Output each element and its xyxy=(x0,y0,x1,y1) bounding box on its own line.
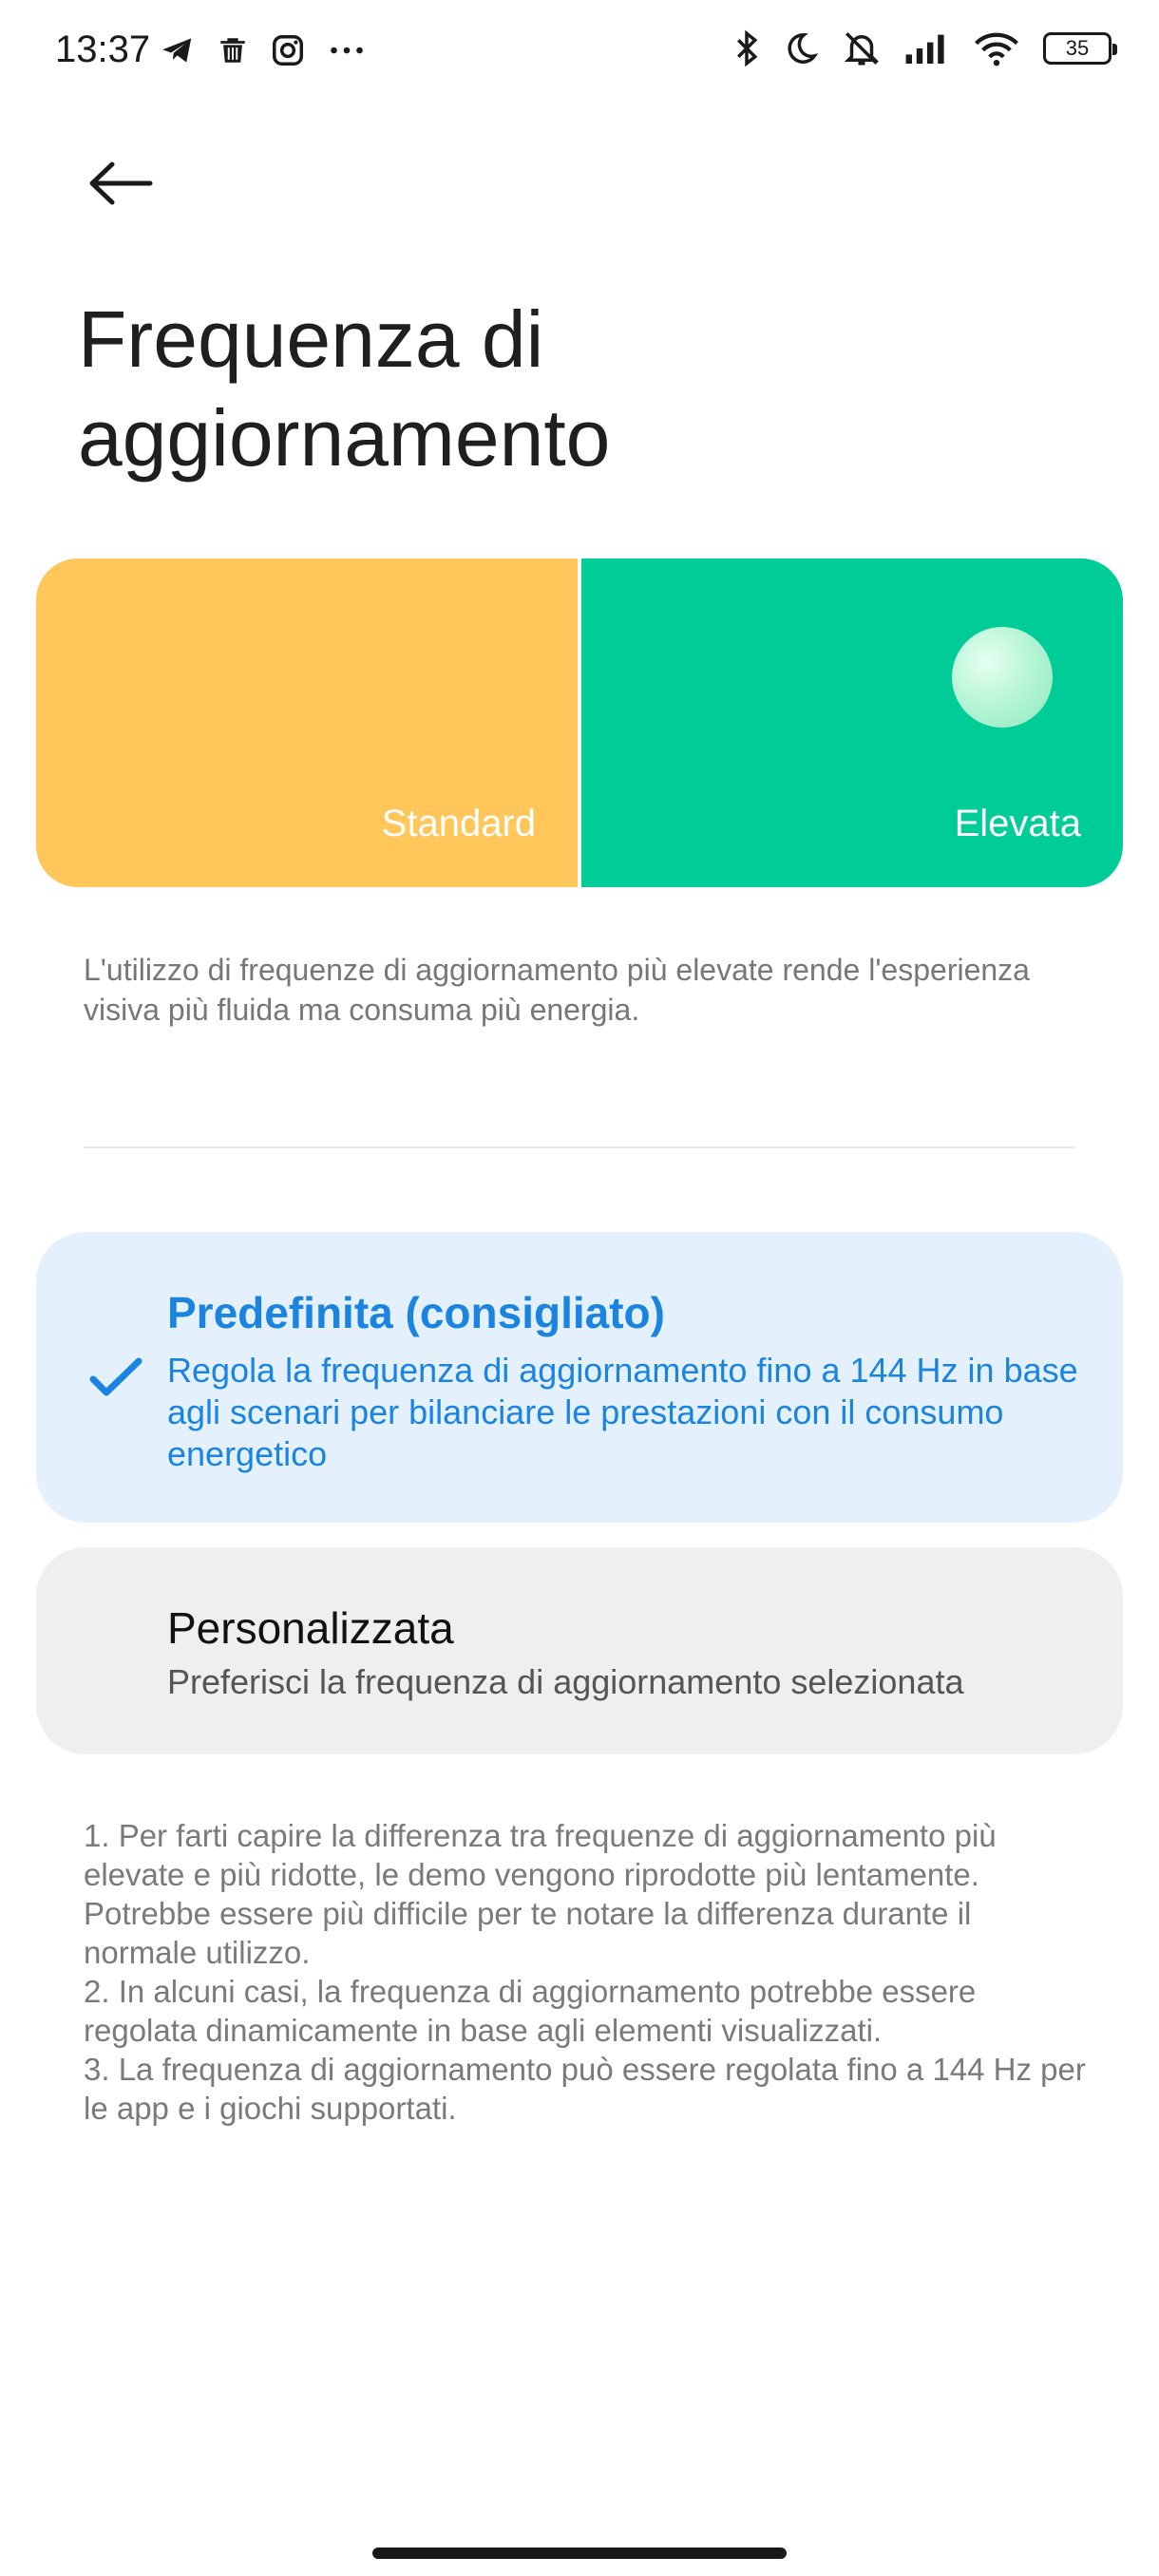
preview-standard xyxy=(36,559,578,887)
notification-icons xyxy=(160,32,367,68)
status-bar xyxy=(0,0,1159,104)
footnote-1: 1. Per farti capire la differenza tra frequenze di aggiornamento più elevate e più ridotte, le demo vengono riprodotte più lentamente. Potrebbe essere più difficile per te notare la differenza durante il normale utilizzo. xyxy=(84,1818,997,1970)
back-button[interactable] xyxy=(78,152,163,218)
description-text: L'utilizzo di frequenze di aggiornamento più elevate rende l'esperienza visiva più fluida ma consuma più energia. xyxy=(84,953,1030,1027)
moon-icon xyxy=(783,29,819,67)
preview-ball xyxy=(952,627,1053,728)
system-icons xyxy=(733,28,1112,68)
option-custom-description: Preferisci la frequenza di aggiornamento selezionata xyxy=(167,1662,964,1701)
refresh-rate-preview xyxy=(36,559,1123,887)
battery-icon xyxy=(1043,32,1112,65)
mute-icon xyxy=(842,28,882,68)
preview-high xyxy=(581,559,1123,887)
page-title: Frequenza di aggiornamento xyxy=(78,294,611,483)
battery-level: 35 xyxy=(1065,36,1090,60)
preview-standard-label: Standard xyxy=(381,803,536,844)
footnote-3: 3. La frequenza di aggiornamento può essere regolata fino a 144 Hz per le app e i giochi supportati. xyxy=(84,2052,1086,2126)
option-custom[interactable] xyxy=(36,1547,1123,1754)
status-time: 13:37 xyxy=(55,28,151,70)
telegram-icon xyxy=(160,32,196,68)
home-indicator[interactable] xyxy=(372,2548,787,2559)
signal-icon xyxy=(904,31,950,66)
checkmark-icon xyxy=(86,1348,146,1409)
footnote-2: 2. In alcuni casi, la frequenza di aggiornamento potrebbe essere regolata dinamicamente in base agli elementi visualizzati. xyxy=(84,1974,977,2048)
arrow-left-icon xyxy=(87,161,154,210)
option-default-description: Regola la frequenza di aggiornamento fino a 144 Hz in base agli scenari per bilanciare le prestazioni con il consumo energetico xyxy=(167,1351,1078,1473)
bluetooth-icon xyxy=(733,28,760,68)
preview-high-label: Elevata xyxy=(954,803,1081,844)
instagram-icon xyxy=(270,32,306,68)
footnotes xyxy=(84,1816,1091,2128)
option-default-title: Predefinita (consigliato) xyxy=(167,1288,665,1337)
option-default[interactable] xyxy=(36,1232,1123,1523)
more-icon xyxy=(327,32,367,68)
option-custom-title: Personalizzata xyxy=(167,1603,454,1653)
trash-icon xyxy=(217,32,249,68)
section-divider xyxy=(84,1146,1075,1148)
wifi-icon xyxy=(973,29,1020,67)
